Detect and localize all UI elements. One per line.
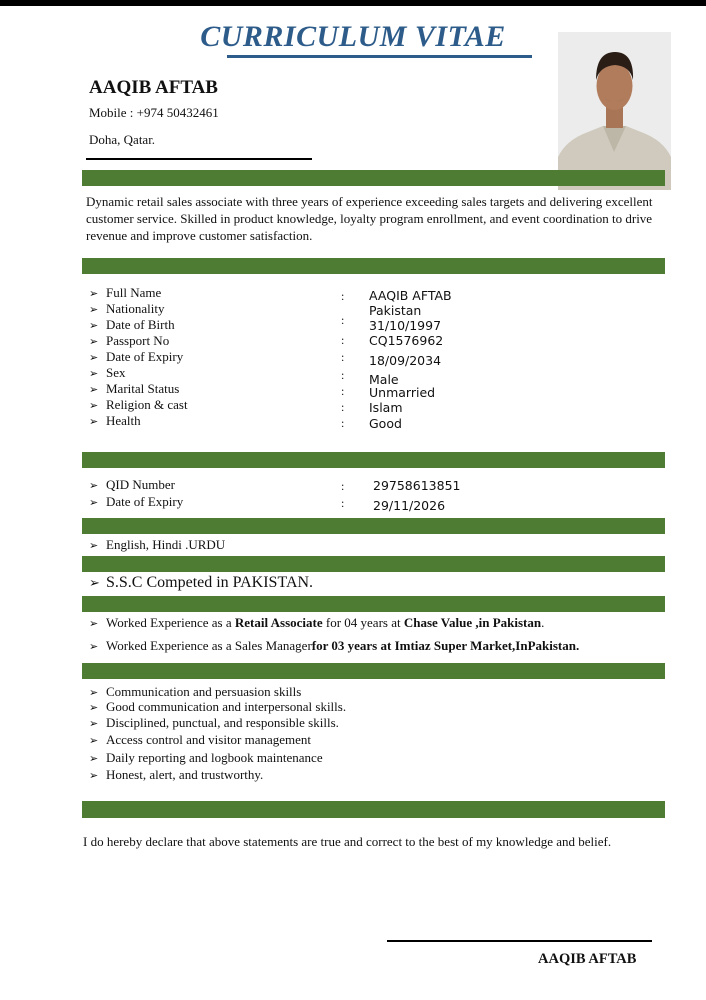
declaration-text: I do hereby declare that above statements are true and correct to the best of my knowledge and belief.	[83, 834, 612, 849]
separator-colon: :	[341, 368, 345, 382]
separator-colon: :	[341, 333, 345, 347]
section-band-education	[82, 556, 665, 572]
top-border	[0, 0, 706, 6]
bullet-arrow-icon: ➢	[89, 734, 99, 747]
languages-text: English, Hindi .URDU	[106, 537, 226, 552]
bullet-arrow-icon: ➢	[89, 351, 99, 364]
bullet-arrow-icon: ➢	[89, 496, 99, 509]
passport-expiry-value: 18/09/2034	[369, 353, 442, 368]
date-of-birth-value: 31/10/1997	[369, 318, 442, 333]
personal-row	[89, 413, 141, 429]
section-band-personal	[82, 258, 665, 274]
separator-colon: :	[341, 384, 345, 398]
skill-item: ➢ Honest, alert, and trustworthy.	[89, 767, 264, 782]
bullet-arrow-icon: ➢	[89, 576, 100, 591]
skill-item: ➢ Daily reporting and logbook maintenance	[89, 750, 323, 765]
row-label: Health	[106, 413, 141, 428]
section-band-header	[82, 170, 665, 186]
title-underline	[227, 55, 532, 58]
languages	[89, 537, 225, 553]
skill-item: ➢ Communication and persuasion skills	[89, 684, 302, 699]
bullet-arrow-icon: ➢	[89, 479, 99, 492]
personal-row	[89, 349, 183, 365]
section-band-declaration	[82, 801, 665, 818]
separator-colon: :	[341, 496, 345, 510]
person-photo-icon	[558, 32, 671, 190]
personal-row	[89, 285, 161, 301]
personal-row	[89, 333, 169, 349]
full-name-value: AAQIB AFTAB	[369, 288, 452, 303]
personal-row	[89, 301, 165, 317]
education-text: S.S.C Competed in PAKISTAN.	[106, 574, 314, 591]
separator-colon: :	[341, 479, 345, 493]
experience-item: ➢ Worked Experience as a Sales Managerfor 03 years at Imtiaz Super Market,InPakistan.	[89, 638, 580, 653]
passport-no-value: CQ1576962	[369, 333, 444, 348]
bullet-arrow-icon: ➢	[89, 617, 99, 630]
mobile-number: Mobile : +974 50432461	[89, 105, 219, 120]
row-label: Sex	[106, 365, 126, 380]
marital-status-value: Unmarried	[369, 385, 436, 400]
skill-item: ➢ Good communication and interpersonal skills.	[89, 699, 347, 714]
section-band-skills	[82, 663, 665, 679]
bullet-arrow-icon: ➢	[89, 640, 99, 653]
separator-colon: :	[341, 400, 345, 414]
row-label: Passport No	[106, 333, 170, 348]
bullet-arrow-icon: ➢	[89, 686, 99, 699]
personal-row	[89, 397, 188, 413]
education	[89, 574, 313, 592]
bullet-arrow-icon: ➢	[89, 319, 99, 332]
separator-colon: :	[341, 416, 345, 430]
row-label: Nationality	[106, 301, 165, 316]
section-band-languages	[82, 518, 665, 534]
signature-line	[387, 940, 652, 942]
skill-item: ➢ Access control and visitor management	[89, 732, 312, 747]
bullet-arrow-icon: ➢	[89, 539, 99, 552]
bullet-arrow-icon: ➢	[89, 303, 99, 316]
bullet-arrow-icon: ➢	[89, 717, 99, 730]
skill-item: ➢ Disciplined, punctual, and responsible skills.	[89, 715, 339, 730]
row-label: Date of Expiry	[106, 494, 184, 509]
religion-value: Islam	[369, 400, 403, 415]
section-band-experience	[82, 596, 665, 612]
personal-row	[89, 317, 175, 333]
header-divider	[86, 158, 312, 160]
row-label: Date of Expiry	[106, 349, 184, 364]
qid-row	[89, 477, 175, 493]
bullet-arrow-icon: ➢	[89, 287, 99, 300]
qid-row	[89, 494, 183, 510]
bullet-arrow-icon: ➢	[89, 769, 99, 782]
candidate-name: AAQIB AFTAB	[89, 77, 218, 98]
sex-value: Male	[369, 372, 399, 387]
profile-summary: Dynamic retail sales associate with three years of experience exceeding sales targets and delivering excellent customer service. Skilled in product knowledge, loyalty program enrollment, and event coordination to drive revenue and improve customer satisfaction.	[86, 194, 653, 243]
page-title: CURRICULUM VITAE	[200, 20, 506, 53]
row-label: Date of Birth	[106, 317, 175, 332]
personal-row	[89, 365, 126, 381]
qid-number-value: 29758613851	[373, 478, 461, 493]
bullet-arrow-icon: ➢	[89, 383, 99, 396]
bullet-arrow-icon: ➢	[89, 399, 99, 412]
row-label: Marital Status	[106, 381, 180, 396]
nationality-value: Pakistan	[369, 303, 422, 318]
row-label: Religion & cast	[106, 397, 188, 412]
bullet-arrow-icon: ➢	[89, 335, 99, 348]
bullet-arrow-icon: ➢	[89, 752, 99, 765]
separator-colon: :	[341, 313, 345, 327]
profile-photo	[558, 32, 671, 190]
row-label: QID Number	[106, 477, 175, 492]
bullet-arrow-icon: ➢	[89, 367, 99, 380]
location: Doha, Qatar.	[89, 132, 156, 147]
signature-name: AAQIB AFTAB	[538, 951, 637, 967]
qid-expiry-value: 29/11/2026	[373, 498, 446, 513]
bullet-arrow-icon: ➢	[89, 415, 99, 428]
separator-colon: :	[341, 289, 345, 303]
section-band-qid	[82, 452, 665, 468]
separator-colon: :	[341, 350, 345, 364]
personal-row	[89, 381, 179, 397]
health-value: Good	[369, 416, 402, 431]
experience-item: ➢ Worked Experience as a Retail Associate for 04 years at Chase Value ,in Pakistan.	[89, 615, 545, 630]
bullet-arrow-icon: ➢	[89, 701, 99, 714]
row-label: Full Name	[106, 285, 162, 300]
